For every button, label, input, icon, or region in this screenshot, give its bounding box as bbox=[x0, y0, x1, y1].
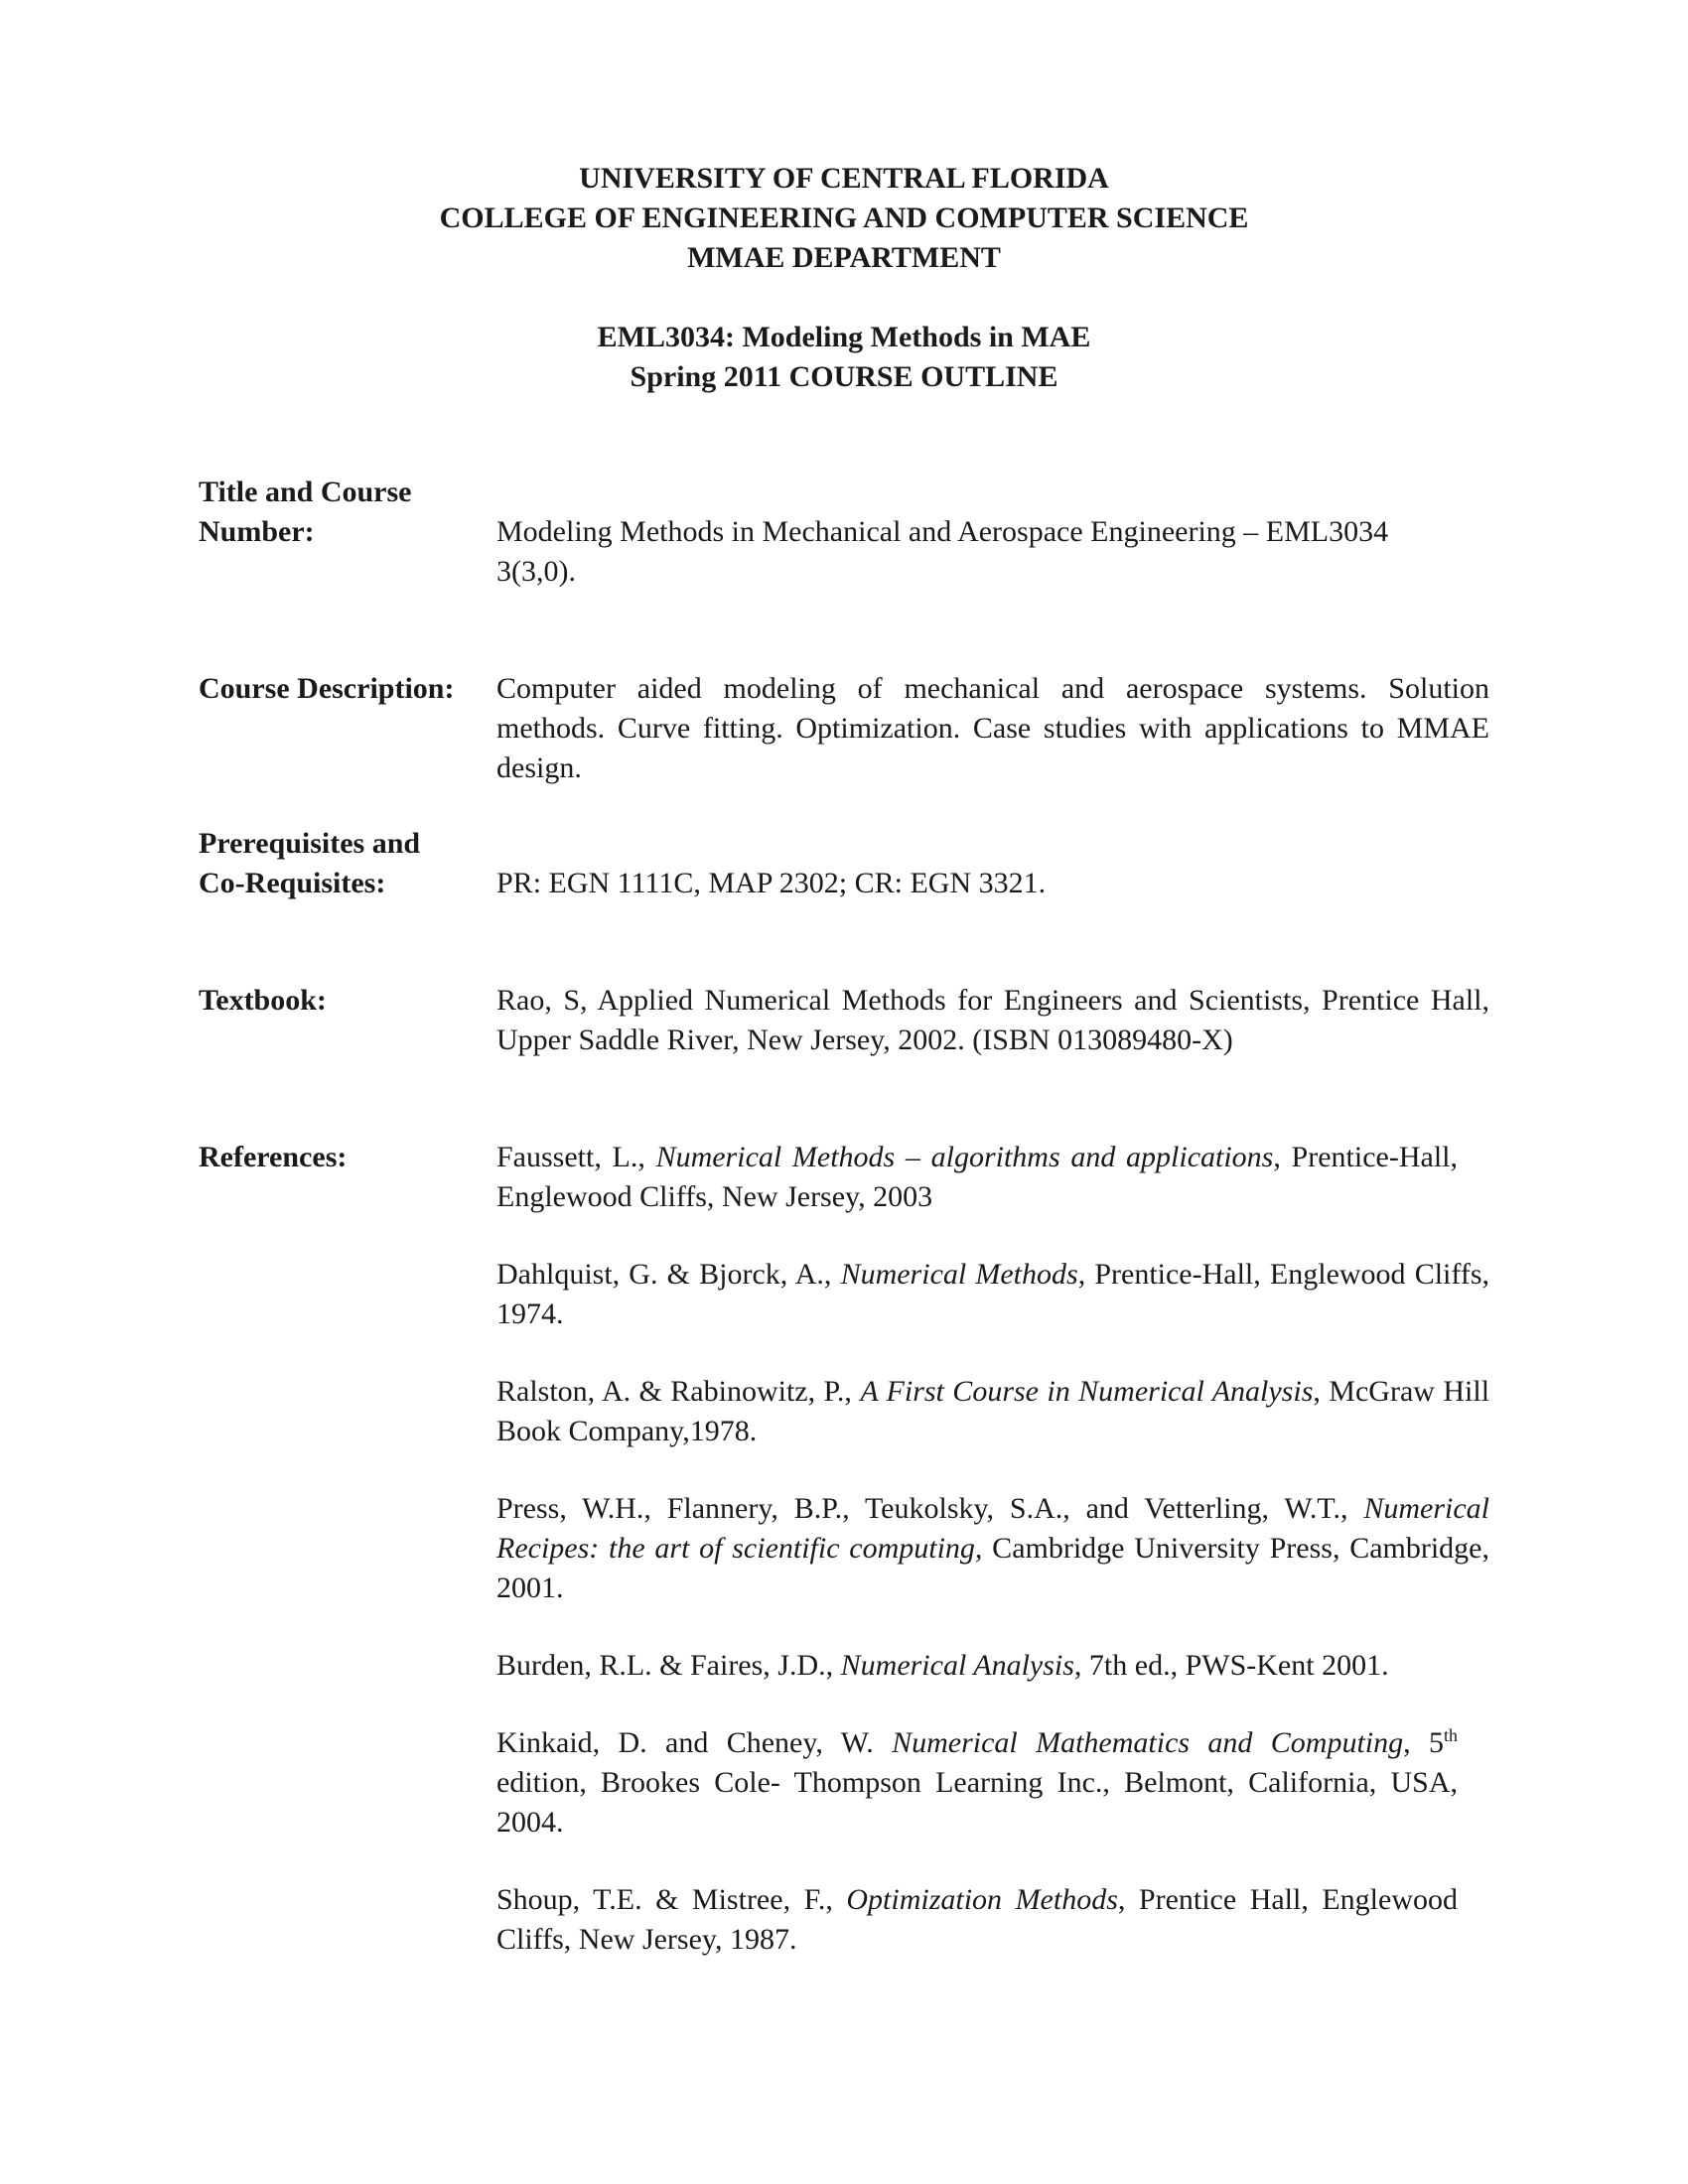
reference-item: Press, W.H., Flannery, B.P., Teukolsky, S.A., and Vetterling, W.T., Numerical Recipes: the art of scientific computing, Cambridge University Press, Cambridge, 2001. bbox=[496, 1492, 1490, 1604]
university-name: UNIVERSITY OF CENTRAL FLORIDA bbox=[579, 162, 1109, 195]
college-name: COLLEGE OF ENGINEERING AND COMPUTER SCIENCE bbox=[439, 202, 1249, 234]
department-name: MMAE DEPARTMENT bbox=[687, 241, 1001, 274]
course-description-label: Course Description: bbox=[199, 672, 455, 705]
prerequisites-label: Prerequisites and Co-Requisites: bbox=[199, 827, 421, 899]
title-number-value: Modeling Methods in Mechanical and Aerospace Engineering – EML3034 3(3,0). bbox=[496, 515, 1389, 588]
prerequisites-value: PR: EGN 1111C, MAP 2302; CR: EGN 3321. bbox=[496, 867, 1047, 899]
references-label: References: bbox=[199, 1141, 348, 1173]
textbook-label: Textbook: bbox=[199, 984, 327, 1017]
reference-item: Burden, R.L. & Faires, J.D., Numerical Analysis, 7th ed., PWS-Kent 2001. bbox=[496, 1649, 1389, 1682]
course-description-value: Computer aided modeling of mechanical and aerospace systems. Solution methods. Curve fitting. Optimization. Case studies with applications to MMAE design. bbox=[496, 672, 1489, 784]
reference-item: Faussett, L., Numerical Methods – algorithms and applications, Prentice-Hall, Englewood Cliffs, New Jersey, 2003 bbox=[496, 1141, 1458, 1213]
title-number-label: Title and Course Number: bbox=[199, 476, 412, 548]
textbook-value: Rao, S, Applied Numerical Methods for Engineers and Scientists, Prentice Hall, Upper Saddle River, New Jersey, 2002. (ISBN 013089480-X) bbox=[496, 984, 1489, 1056]
reference-item: Dahlquist, G. & Bjorck, A., Numerical Methods, Prentice-Hall, Englewood Cliffs, 1974. bbox=[496, 1258, 1489, 1330]
reference-item: Shoup, T.E. & Mistree, F., Optimization Methods, Prentice Hall, Englewood Cliffs, New Jersey, 1987. bbox=[496, 1883, 1458, 1956]
reference-item: Ralston, A. & Rabinowitz, P., A First Course in Numerical Analysis, McGraw Hill Book Company,1978. bbox=[496, 1375, 1490, 1447]
document-header bbox=[0, 159, 1688, 397]
course-title: EML3034: Modeling Methods in MAE bbox=[597, 321, 1091, 353]
references-list bbox=[496, 1138, 1490, 1997]
course-term: Spring 2011 COURSE OUTLINE bbox=[630, 360, 1058, 393]
reference-item: Kinkaid, D. and Cheney, W. Numerical Mathematics and Computing, 5th edition, Brookes Cole- Thompson Learning Inc., Belmont, California, USA, 2004. bbox=[496, 1725, 1459, 1839]
